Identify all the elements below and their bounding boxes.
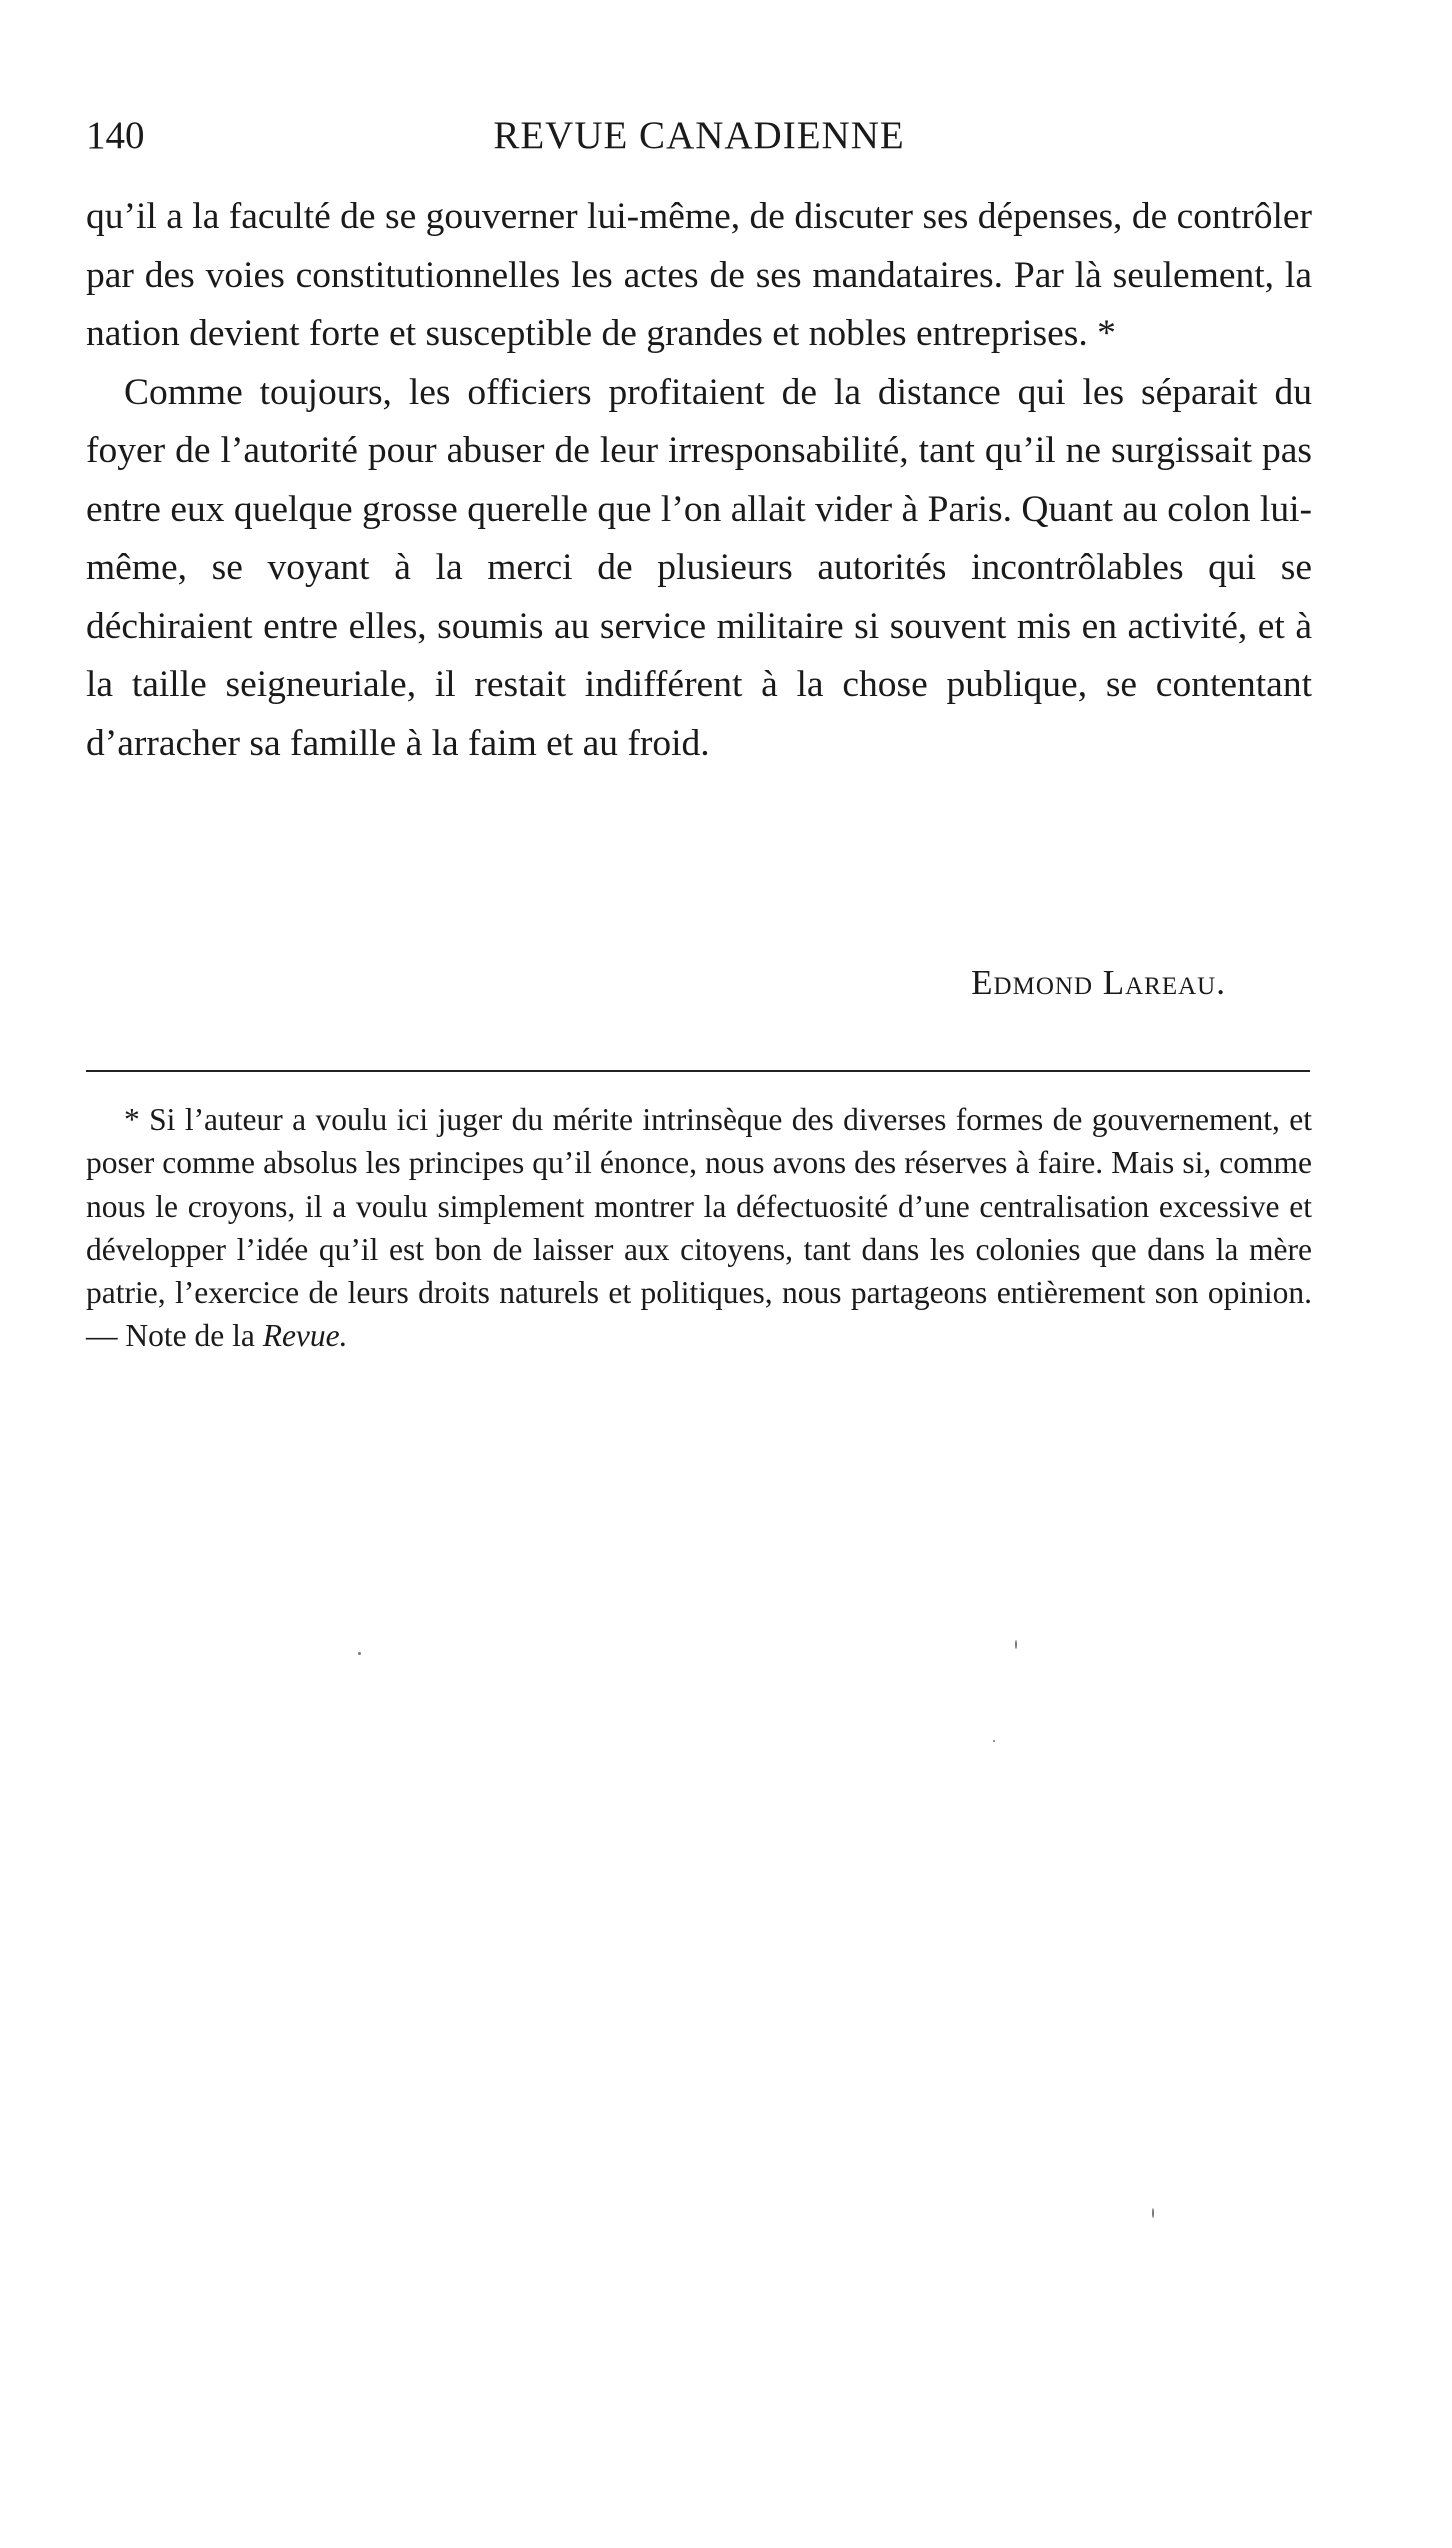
paragraph-officiers: Comme toujours, les officiers profitaient de la distance qui les séparait du foyer de l’autorité pour abuser de leur irresponsabilité, tant qu’il ne surgissait pas entre eux quelque grosse querelle que l’on allait vider à Paris. Quant au colon lui-même, se voyant à la merci de plusieurs autorités incontrôlables qui se déchiraient entre elles, soumis au service militaire si souvent mis en activité, et à la taille seigneuriale, il restait indifférent à la chose publique, se contentant d’arracher sa famille à la faim et au froid. — [86, 371, 1312, 764]
footnote — [86, 1098, 1312, 1358]
paragraph-continuation: qu’il a la faculté de se gouverner lui-même, de discuter ses dépenses, de contrôler par des voies constitutionnelles les actes de ses mandataires. Par là seulement, la nation devient forte et susceptible de grandes et nobles entreprises. * — [86, 196, 1312, 354]
scan-speck — [993, 1740, 995, 1742]
footnote-text: * Si l’auteur a voulu ici juger du mérite intrinsèque des diverses formes de gouvernement, et poser comme absolus les principes qu’il énonce, nous avons des réserves à faire. Mais si, comme nous le croyons, il a voulu simplement montrer la défectuosité d’une centralisation excessive et développer l’idée qu’il est bon de laisser aux citoyens, tant dans les colonies que dans la mère patrie, l’exercice de leurs droits naturels et politiques, nous partageons entièrement son opinion. — Note de la — [86, 1102, 1312, 1354]
footnote-source: Revue. — [262, 1318, 348, 1354]
running-head — [86, 108, 1312, 164]
footnote-divider — [86, 1070, 1310, 1072]
scan-speck — [358, 1652, 361, 1655]
author-signature: Edmond Lareau. — [971, 963, 1226, 1002]
scan-speck — [1015, 1640, 1017, 1649]
journal-title: REVUE CANADIENNE — [493, 114, 905, 157]
scan-speck — [1152, 2208, 1154, 2218]
page-number: 140 — [86, 114, 145, 157]
body-text — [86, 188, 1312, 773]
